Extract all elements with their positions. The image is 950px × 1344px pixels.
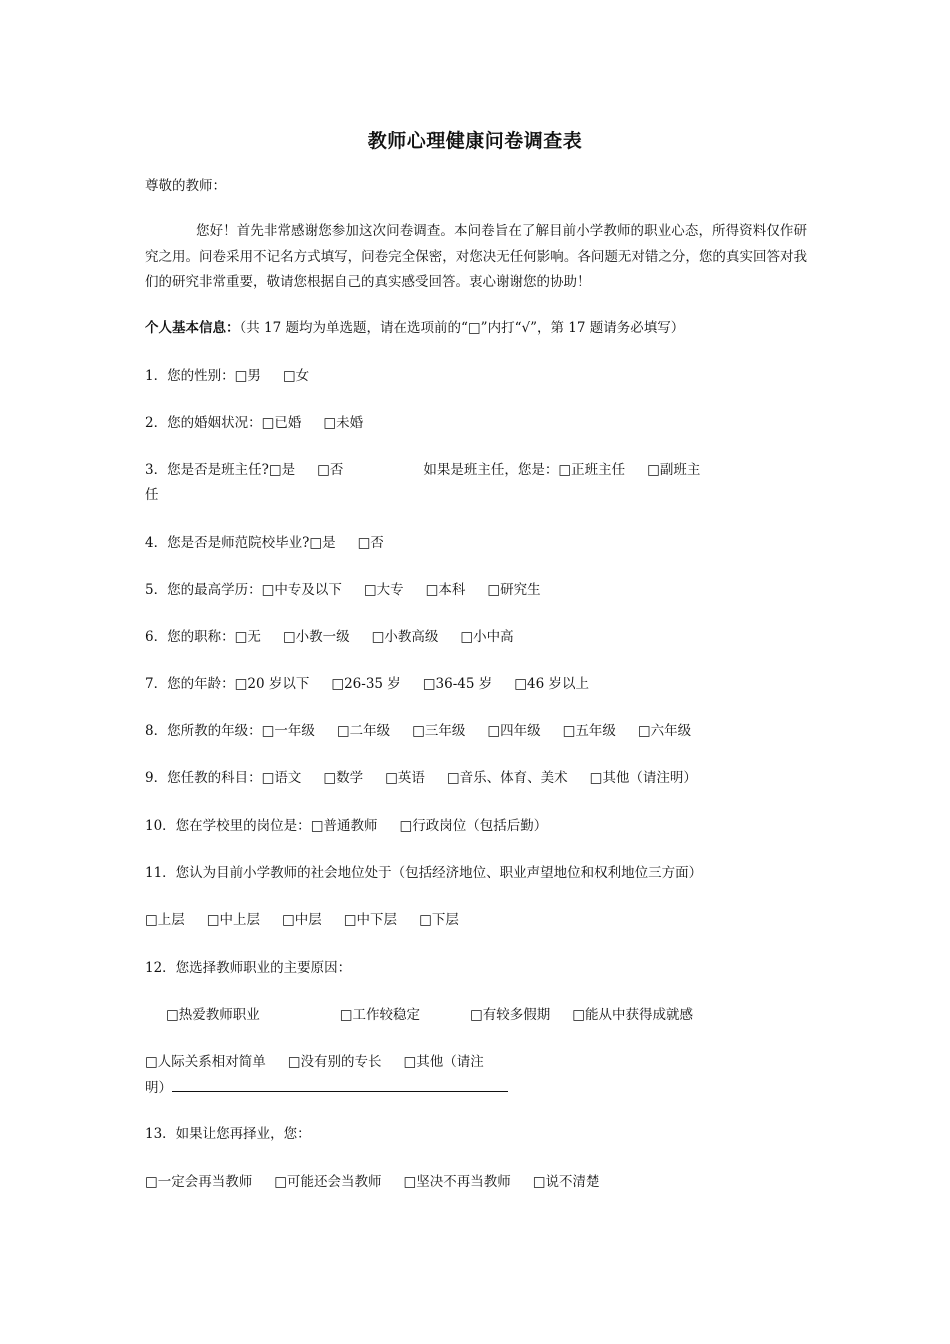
question-11-text: 11．您认为目前小学教师的社会地位处于（包括经济地位、职业声望地位和权利地位三方面） (145, 865, 703, 881)
option-status-3[interactable]: □中层 (282, 912, 322, 928)
option-male[interactable]: □男 (234, 368, 261, 384)
question-12-options-row2 (145, 1052, 484, 1072)
question-3 (145, 460, 700, 480)
option-rechoose-4[interactable]: □说不清楚 (532, 1174, 600, 1190)
question-7 (145, 674, 589, 694)
question-13-text: 13．如果让您再择业，您： (145, 1126, 311, 1142)
question-2-text: 2．您的婚姻状况： (145, 415, 262, 431)
option-reason-4[interactable]: □能从中获得成就感 (572, 1007, 694, 1023)
option-status-4[interactable]: □中下层 (343, 912, 398, 928)
option-status-2[interactable]: □中上层 (206, 912, 261, 928)
option-grade-3[interactable]: □三年级 (412, 723, 466, 739)
option-female[interactable]: □女 (282, 368, 310, 384)
option-rechoose-3[interactable]: □坚决不再当教师 (403, 1174, 511, 1190)
option-title-2[interactable]: □小教一级 (282, 629, 350, 645)
option-unmarried[interactable]: □未婚 (323, 415, 364, 431)
option-rechoose-1[interactable]: □一定会再当教师 (145, 1174, 253, 1190)
question-8 (145, 721, 691, 741)
option-education-1[interactable]: □中专及以下 (261, 582, 342, 598)
option-education-4[interactable]: □研究生 (487, 582, 541, 598)
option-reason-2[interactable]: □工作较稳定 (339, 1007, 421, 1023)
question-12-text: 12．您选择教师职业的主要原因： (145, 960, 352, 976)
info-line (145, 318, 684, 338)
option-education-2[interactable]: □大专 (363, 582, 404, 598)
question-11-options (145, 910, 459, 930)
option-subject-1[interactable]: □语文 (261, 770, 302, 786)
option-reason-7[interactable]: □其他（请注 (403, 1054, 484, 1070)
question-7-text: 7．您的年龄： (145, 676, 235, 692)
option-subject-5[interactable]: □其他（请注明） (589, 770, 697, 786)
question-9 (145, 768, 697, 788)
option-title-4[interactable]: □小中高 (460, 629, 514, 645)
option-grade-2[interactable]: □二年级 (336, 723, 391, 739)
question-6-text: 6．您的职称： (145, 629, 235, 645)
option-post-1[interactable]: □普通教师 (310, 818, 378, 834)
question-10 (145, 816, 547, 836)
option-normal-college-yes[interactable]: □是 (309, 535, 336, 551)
option-status-5[interactable]: □下层 (419, 912, 459, 928)
option-rechoose-2[interactable]: □可能还会当教师 (274, 1174, 382, 1190)
question-12-options-row1 (166, 1005, 693, 1025)
question-1-text: 1．您的性别： (145, 368, 235, 384)
question-3-sub-text: 如果是班主任，您是： (423, 462, 559, 478)
option-education-3[interactable]: □本科 (425, 582, 466, 598)
question-2 (145, 413, 363, 433)
question-4-text: 4．您是否是师范院校毕业? (145, 535, 310, 551)
option-head-teacher-no[interactable]: □否 (317, 462, 344, 478)
page-title: 教师心理健康问卷调查表 (367, 130, 583, 152)
option-reason-1[interactable]: □热爱教师职业 (166, 1007, 260, 1023)
option-head-teacher-yes[interactable]: □是 (268, 462, 296, 478)
fill-in-blank[interactable] (172, 1077, 508, 1092)
question-4 (145, 533, 384, 553)
option-reason-5[interactable]: □人际关系相对简单 (145, 1054, 266, 1070)
question-8-text: 8．您所教的年级： (145, 723, 262, 739)
question-3-text: 3．您是否是班主任? (145, 462, 269, 478)
option-subject-4[interactable]: □音乐、体育、美术 (446, 770, 568, 786)
question-12-wrap-text: 明） (145, 1080, 172, 1096)
option-post-2[interactable]: □行政岗位（包括后勤） (399, 818, 548, 834)
option-normal-college-no[interactable]: □否 (357, 535, 384, 551)
question-5-text: 5．您的最高学历： (145, 582, 262, 598)
option-title-1[interactable]: □无 (234, 629, 261, 645)
option-grade-4[interactable]: □四年级 (487, 723, 541, 739)
question-13-options (145, 1172, 600, 1192)
option-main-head-teacher[interactable]: □正班主任 (558, 462, 626, 478)
info-heading: 个人基本信息： (145, 320, 240, 336)
greeting: 尊敬的教师： (145, 178, 226, 194)
question-9-text: 9．您任教的科目： (145, 770, 262, 786)
question-12-wrap (145, 1077, 508, 1098)
option-age-4[interactable]: □46 岁以上 (514, 676, 589, 692)
option-subject-3[interactable]: □英语 (385, 770, 425, 786)
option-grade-1[interactable]: □一年级 (261, 723, 315, 739)
option-deputy-head-teacher[interactable]: □副班主 (647, 462, 701, 478)
info-note: （共 17 题均为单选题，请在选项前的“□”内打“√”，第 17 题请务必填写） (239, 320, 685, 336)
option-age-2[interactable]: □26-35 岁 (331, 676, 401, 692)
option-title-3[interactable]: □小教高级 (371, 629, 439, 645)
intro-paragraph: 您好！首先非常感谢您参加这次问卷调查。本问卷旨在了解目前小学教师的职业心态，所得资料仅作研究之用。问卷采用不记名方式填写，问卷完全保密，对您决无任何影响。各问题无对错之分，您的真实回答对我们的研究非常重要，敬请您根据自己的真实感受回答。衷心谢谢您的协助！ (145, 223, 807, 290)
question-5 (145, 580, 541, 600)
option-subject-2[interactable]: □数学 (323, 770, 364, 786)
question-6 (145, 627, 514, 647)
option-status-1[interactable]: □上层 (145, 912, 185, 928)
option-married[interactable]: □已婚 (261, 415, 302, 431)
question-10-text: 10．您在学校里的岗位是： (145, 818, 311, 834)
option-reason-3[interactable]: □有较多假期 (470, 1007, 551, 1023)
option-age-3[interactable]: □36-45 岁 (422, 676, 493, 692)
option-grade-6[interactable]: □六年级 (637, 723, 692, 739)
option-reason-6[interactable]: □没有别的专长 (287, 1054, 382, 1070)
question-3-wrap: 任 (145, 487, 159, 503)
question-1 (145, 366, 309, 386)
option-grade-5[interactable]: □五年级 (562, 723, 616, 739)
option-age-1[interactable]: □20 岁以下 (234, 676, 310, 692)
